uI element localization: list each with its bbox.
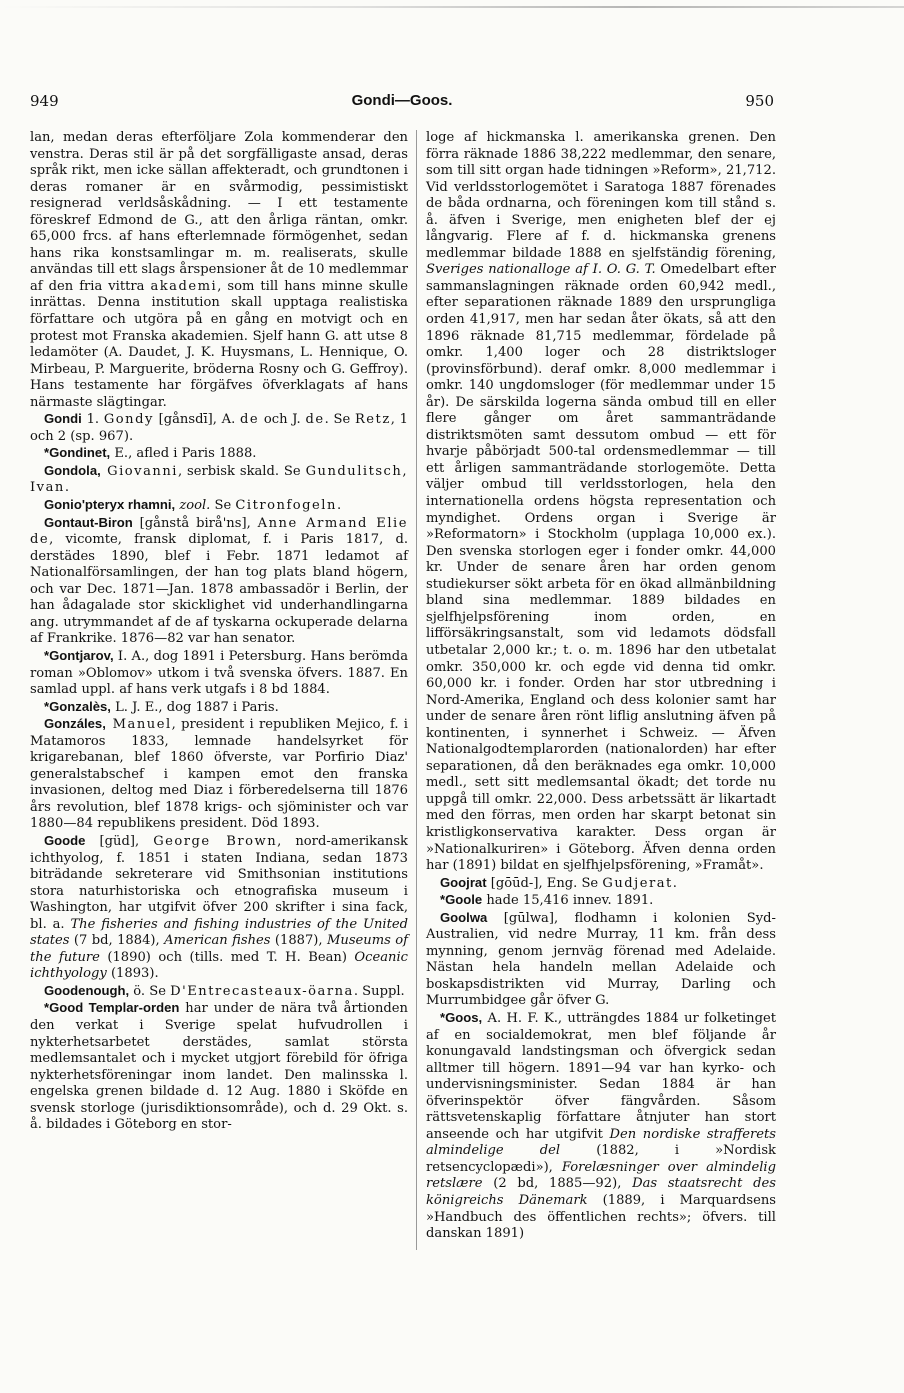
headword: *Gonzalès, [44,698,111,714]
entry-goniopteryx: Gonio'pteryx rhamni, zool. Se Citronfogeln. [44,497,342,514]
headword: Gondola, [44,462,101,478]
entry-gontjarov: *Gontjarov, I. A., dog 1891 i Petersburg. Hans berömda roman »Oblomov» utkom i två svenska öfvers. 1887. En samlad uppl. af hans verk utgafs i 8 bd 1884. [30,647,408,698]
entry-goos: *Goos, A. H. F. K., utträngdes 1884 ur folketinget af en socialdemokrat, men blef följande år konungavald landstingsman och öfvergick sedan alltmer till högern. 1891—94 var han kyrko- och undervisningsminister. Sedan 1884 är han öfverinspektör öfver fängvården. Såsom rättsvetenskaplig författare åtnjuter han stort anseende och har utgifvit Den nordiske strafferets almindelige del (1882, i »Nordisk retsencyclopædi»), Forelæsninger over almindelig retslære (2 bd, 1885—92), Das staatsrecht des königreichs Dänemark (1889, i Marquardsens »Handbuch des öffentlichen rechts»; öfvers. till danskan 1891) [426,1009,776,1242]
page-number-left: 949 [30,92,59,110]
entry-gonzales-le: *Gonzalès, L. J. E., dog 1887 i Paris. [44,698,279,715]
headword: *Goole [440,892,483,908]
headword: *Gontjarov, [44,647,114,663]
headword: Goode [44,832,86,848]
entry-gontaut-biron: Gontaut-Biron [gånstå birå'ns], Anne Armand Elie de, vicomte, fransk diplomat, f. i Paris 1817, d. derstädes 1890, blef i Febr. 1871 ledamot af Nationalförsamlingen, der han tog plats bland högern, och var Dec. 1871—Jan. 1878 ambassadör i Berlin, der han ådagalade stor skicklighet vid underhandlingarna ang. utrymmandet af de af tyskarna ockuperade delarna af Frankrike. 1876—82 var han senator. [30,514,408,647]
right-column [426,130,776,1243]
entry-goodenough: Goodenough, ö. Se D'Entrecasteaux-öarna. Suppl. [44,982,405,999]
entry-gondinet: *Gondinet, E., afled i Paris 1888. [44,445,257,462]
entry-goojrat: Goojrat [gōūd-], Eng. Se Gudjerat. [440,874,677,891]
entry-gondola: Gondola, Giovanni, serbisk skald. Se Gundulitsch, Ivan. [30,462,408,496]
headword: Goojrat [440,874,487,890]
headword: *Good Templar-orden [44,1000,180,1016]
entry-goolwa: Goolwa [gūlwa], flodhamn i kolonien Syd-Australien, vid nedre Murray, 11 km. från dess mynning, genom jernväg förenad med Adelaide. Nästan hela handeln mellan Adelaide och boskapsdistrikten vid Murray, Darling och Murrumbidgee går öfver G. [426,909,776,1009]
entry-gondi: Gondi 1. Gondy [gånsdī], A. de och J. de. Se Retz, 1 och 2 (sp. 967). [30,411,408,444]
entry-goode: Goode [güd], George Brown, nord-amerikansk ichthyolog, f. 1851 i staten Indiana, sedan 1873 biträdande sekreterare vid Smithsonian institutions stora naturhistoriska och etnografiska museum i Washington, har utgifvit öfver 200 skrifter i sina fack, bl. a. The fisheries and fishing industries of the United states (7 bd, 1884), American fishes (1887), Museums of the future (1890) och (tills. med T. H. Bean) Oceanic ichthyology (1893). [30,832,408,982]
entry-good-templar-continuation: loge af hickmanska l. amerikanska grenen. Den förra räknade 1886 38,222 medlemmar, den senare, som till sitt organ hade tidningen »Reform», 21,712. Vid verldsstorlogemötet i Saratoga 1887 förenades de båda ordnarna, och föreningen kom till stånd s. å. äfven i Sverige, men enigheten blef der ej långvarig. Flere af f. d. hickmanska grenens medlemmar bildade 1888 en sjelfständig förening, Sveriges nationalloge af I. O. G. T. Omedelbart efter sammanslagningen räknade orden 60,942 medl., efter separationen räknade 1889 den ursprungliga orden 41,917, men har sedan åter ökats, så att den 1896 räknade 81,715 medlemmar, fördelade på omkr. 1,400 loger och 28 distriktsloger (provinsförbund). deraf omkr. 8,000 medlemmar i omkr. 140 ungdomsloger (för medlemmar under 15 år). De särskilda logerna sända ombud till en eller flere gånger om året sammanträdande distriktsmöten samt dessutom ombud — ett för hvarje påbörjadt 500-tal ordensmedlemmar — till ett årligen sammanträdande storlogemöte. Detta väljer ombud till verldsstorlogen, hela den internationella ordens högsta representation och myndighet. Ordens organ i Sverige är »Reformatorn» i Stockholm (upplaga 10,000 ex.). Den svenska storlogen eger i fonder omkr. 44,000 kr. Under de senare åren har orden genom studiekurser sökt arbeta för en ökad allmänbildning bland sina medlemmar. 1889 bildades en sjelfhjelpsförening inom orden, en lifförsäkringsanstalt, som vid ledamots dödsfall utbetalar 2,000 kr.; t. o. m. 1896 har den utbetalat omkr. 350,000 kr. och egde vid denna tid omkr. 60,000 kr. i fonder. Orden har stor utbredning i Nord-Amerika, England och dess kolonier samt har under de senare åren rönt liflig anslutning äfven på kontinenten, i synnerhet i Schweiz. — Äfven Nationalgodtemplarorden (nationalorden) har efter separationen, då den beräknades ega omkr. 10,000 medl., sett sitt medlemsantal ökadt; det torde nu uppgå till omkr. 22,000. Dess arbetssätt är likartadt med den förras, men orden har skarpt betonat sin kristligkonservativa karakter. Dess organ är »Nationalkuriren» i Göteborg. Äfven denna orden har (1891) bildat en sjelfhjelpsförening, »Framåt». [426,130,777,874]
page-title: Gondi—Goos. [351,92,453,109]
entry-gonzales-manuel: Gonzáles, Manuel, president i republiken Mejico, f. i Matamoros 1833, lemnade handelsyrket för krigarebanan, blef 1860 öfverste, var Porfirio Diaz' generalstabschef i kampen emot den franska invasionen, deltog med Diaz i förberedelserna till 1876 års revolution, blef 1878 krigs- och sjöminister och var 1880—84 republikens president. Död 1893. [30,716,408,832]
scan-edge-artifact [0,6,904,8]
headword: Gontaut-Biron [44,514,133,530]
entry-good-templar-orden: *Good Templar-orden har under de nära två årtionden den verkat i Sverige spelat hufvudrollen i nykterhetsarbetet derstädes, samlat största medlemsantalet och i mycket utgjort förebild för öfriga nykterhetsföreningar inom landet. Den malinsska l. engelska grenen bildade d. 12 Aug. 1880 i Sköfde en svensk storloge (jurisdiktionsområde), och d. 29 Okt. s. å. bildades i Göteborg en stor- [30,1000,408,1133]
headword: Goodenough, [44,982,130,998]
page-header [30,92,774,114]
headword: Gondi [44,411,82,427]
headword: Gonio'pteryx rhamni, [44,497,176,513]
entry-goole: *Goole hade 15,416 innev. 1891. [440,892,654,909]
headword: *Goos, [440,1009,483,1025]
headword: *Gondinet, [44,445,111,461]
left-column [30,130,408,1134]
page-number-right: 950 [745,92,774,110]
entry-goncourt-continuation: lan, medan deras efterföljare Zola kommenderar den venstra. Deras stil är på det sorgfälligaste ansad, deras språk rikt, men icke sällan affekteradt, och grundtonen i deras romaner är en svårmodig, pessimistiskt resignerad verldsåskådning. — I ett testamente föreskref Edmond de G., att den årliga räntan, omkr. 65,000 frcs. af hans efterlemnade förmögenhet, sedan hans rika konstsamlingar m. m. realiserats, skulle användas till ett slags årspensioner åt de 10 medlemmar af den fria vittra akademi, som till hans minne skulle inrättas. Denna institution skall upptaga realistiska författare och utgöra på en gång en motvigt och en protest mot Franska akademien. Sjelf hann G. att utse 8 ledamöter (A. Daudet, J. K. Huysmans, L. Hennique, O. Mirbeau, P. Marguerite, bröderna Rosny och G. Geffroy). Hans testamente har förgäfves öfverklagats af hans närmaste slägtingar. [30,130,408,410]
column-divider [416,130,417,1250]
headword: Gonzáles, [44,716,106,732]
headword: Goolwa [440,909,488,925]
